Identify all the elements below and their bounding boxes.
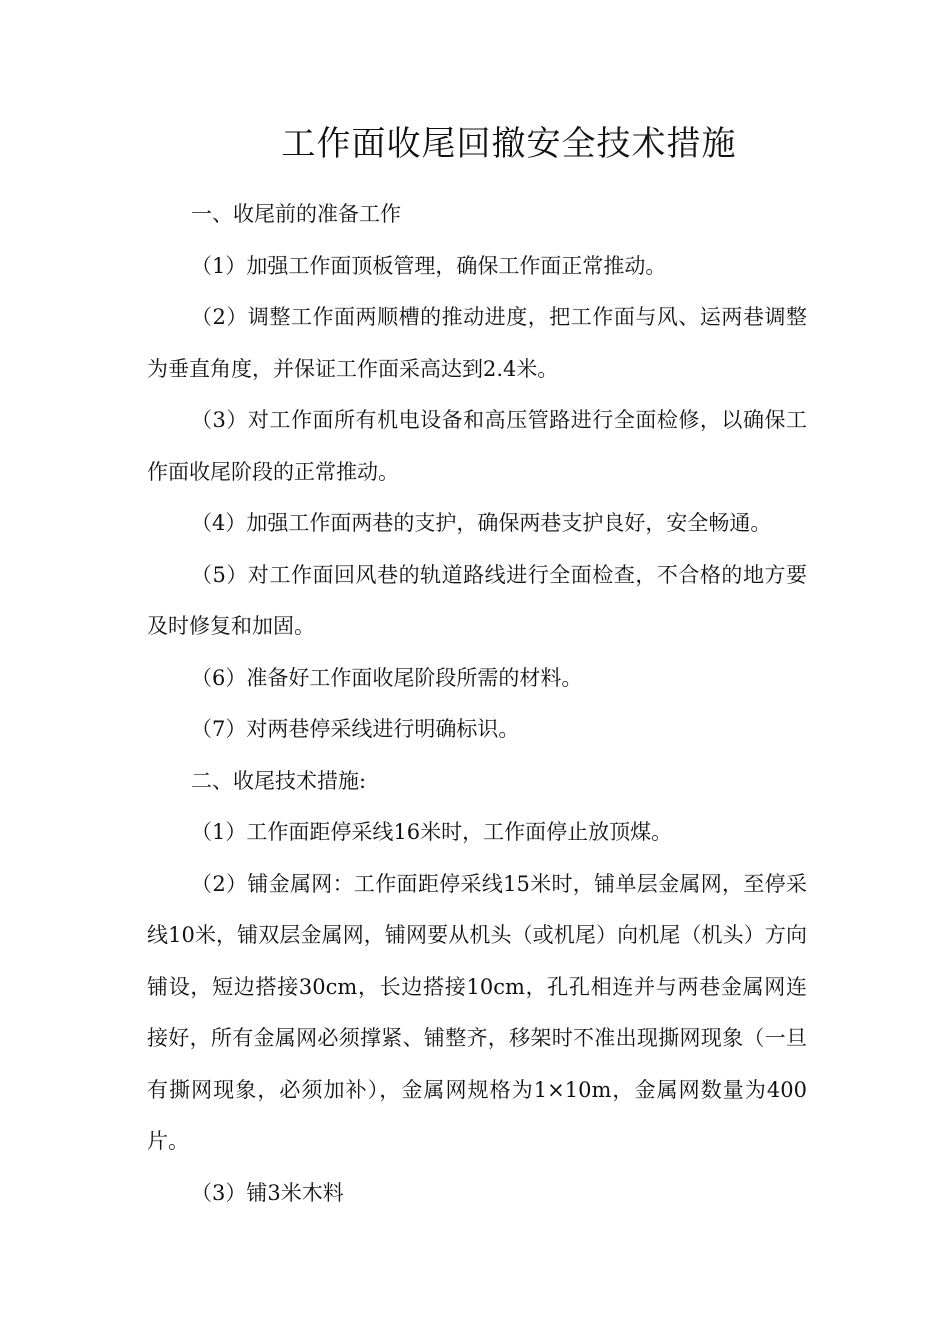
- document-title: 工作面收尾回撤安全技术措施: [281, 124, 737, 164]
- section-1-heading: 一、收尾前的准备工作: [191, 202, 401, 226]
- section-2-item-3: （3）铺3米木料: [191, 1180, 344, 1205]
- section-1-item-4: （4）加强工作面两巷的支护，确保两巷支护良好，安全畅通。: [191, 511, 772, 535]
- section-2-item-1: （1）工作面距停采线16米时，工作面停止放顶煤。: [191, 820, 673, 844]
- section-1-item-6: （6）准备好工作面收尾阶段所需的材料。: [191, 665, 583, 690]
- document-body: [147, 189, 807, 1219]
- section-1-item-1: （1）加强工作面顶板管理，确保工作面正常推动。: [191, 253, 667, 278]
- section-2-heading: 二、收尾技术措施:: [191, 768, 367, 793]
- section-1-item-5: （5）对工作面回风巷的轨道路线进行全面检查，不合格的地方要及时修复和加固。: [147, 562, 807, 638]
- section-1-item-7: （7）对两巷停采线进行明确标识。: [191, 717, 520, 741]
- section-1-item-2: （2）调整工作面两顺槽的推动进度，把工作面与风、运两巷调整为垂直角度，并保证工作面采高达到2.4米。: [147, 305, 807, 381]
- section-2-item-2: （2）铺金属网：工作面距停采线15米时，铺单层金属网，至停采线10米，铺双层金属网，铺网要从机头（或机尾）向机尾（机头）方向铺设，短边搭接30cm，长边搭接10cm，孔孔相连并与两巷金属网连接好，所有金属网必须撑紧、铺整齐，移架时不准出现撕网现象（一旦有撕网现象，必须加补），金属网规格为1×10m，金属网数量为400片。: [147, 871, 807, 1153]
- section-1-item-3: （3）对工作面所有机电设备和高压管路进行全面检修，以确保工作面收尾阶段的正常推动。: [147, 408, 807, 484]
